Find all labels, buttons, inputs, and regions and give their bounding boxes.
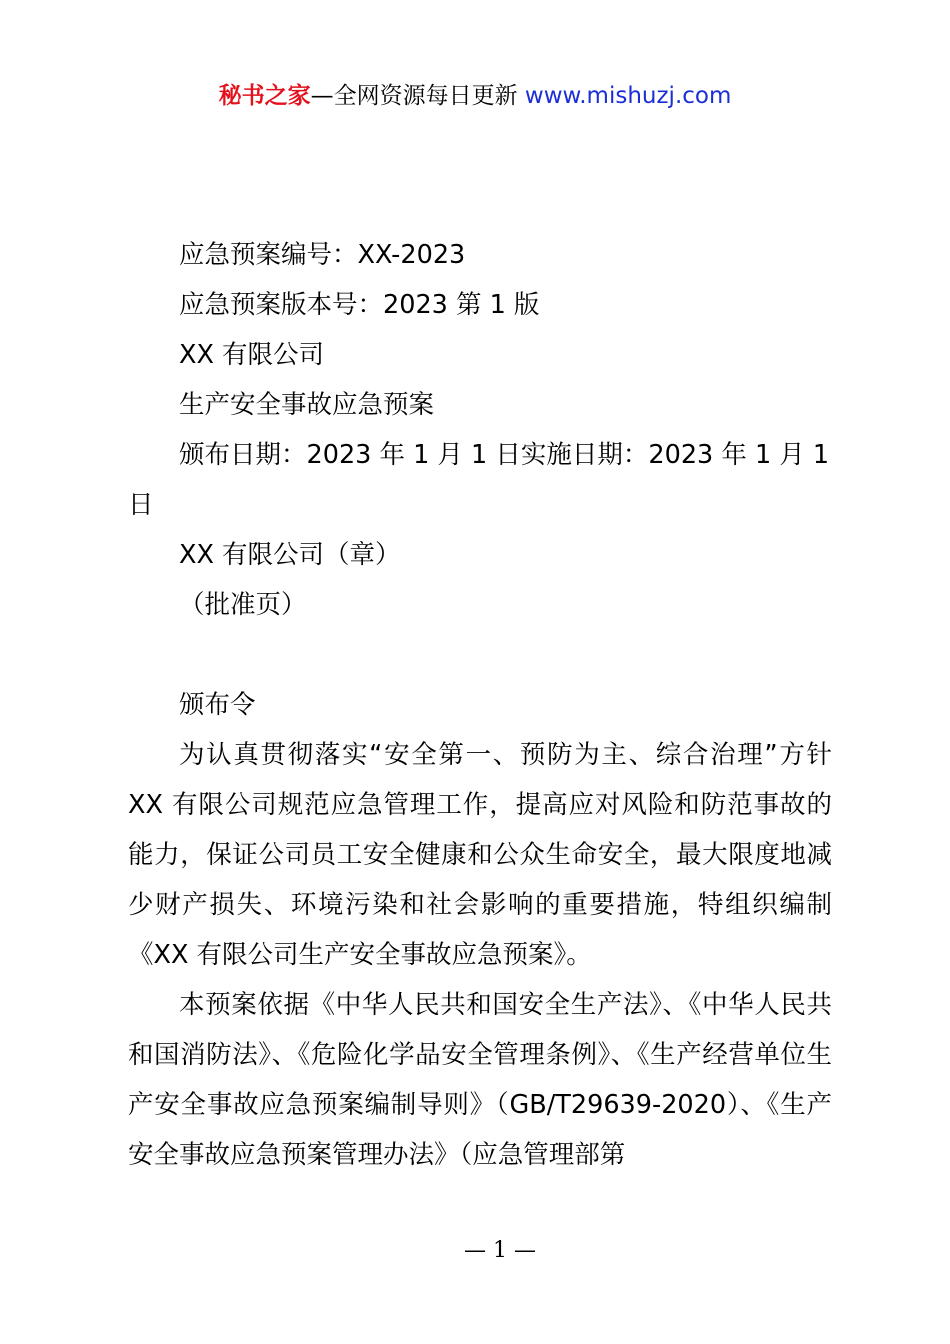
approval-page-label: （批准页）	[179, 590, 307, 620]
site-banner	[0, 80, 950, 112]
plan-number: 应急预案编号：XX-2023	[179, 240, 466, 270]
decree-paragraph-2: 本预案依据《中华人民共和国安全生产法》、《中华人民共和国消防法》、《危险化学品安全管理条例》、《生产经营单位生产安全事故应急预案编制导则》（GB/T29639-2020）、《生产安全事故应急预案管理办法》（应急管理部第	[128, 990, 832, 1170]
document-body	[128, 230, 832, 1180]
page-number: — 1 —	[464, 1238, 536, 1263]
decree-heading: 颁布令	[179, 690, 256, 720]
plan-title: 生产安全事故应急预案	[179, 390, 435, 420]
site-url-link[interactable]: www.mishuzj.com	[524, 83, 732, 109]
plan-version: 应急预案版本号：2023 第 1 版	[179, 290, 540, 320]
site-tagline: —全网资源每日更新	[310, 83, 518, 109]
company-seal-line: XX 有限公司（章）	[179, 540, 401, 570]
issue-and-effective-dates: 颁布日期：2023 年 1 月 1 日实施日期：2023 年 1 月 1 日	[128, 440, 830, 520]
decree-paragraph-1: 为认真贯彻落实“安全第一、预防为主、综合治理”方针 XX 有限公司规范应急管理工作，提高应对风险和防范事故的能力，保证公司员工安全健康和公众生命安全，最大限度地减少财产损失、环境污染和社会影响的重要措施，特组织编制《XX 有限公司生产安全事故应急预案》。	[128, 740, 832, 970]
company-name: XX 有限公司	[179, 340, 325, 370]
site-brand: 秘书之家	[218, 83, 311, 109]
